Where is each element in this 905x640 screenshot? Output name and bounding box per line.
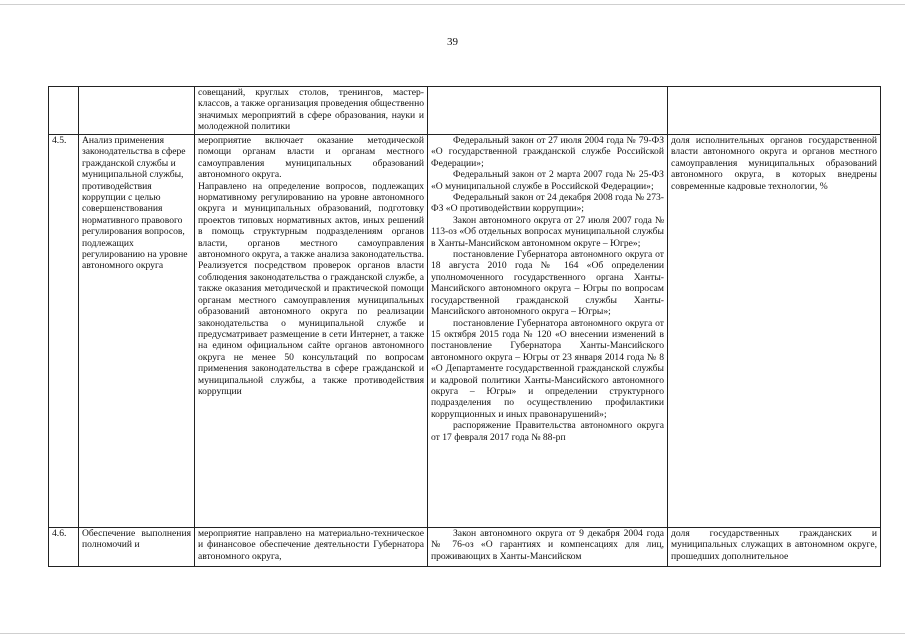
row-number-cell [49, 87, 79, 135]
measure-cell [79, 87, 195, 135]
table-row [49, 87, 881, 135]
measure-text: Обеспечение выполнения полномочий и [82, 528, 191, 551]
content-paragraph: мероприятие направлено на материально-техническое и финансовое обеспечение деятельности Губернатора автономного округа, [198, 528, 424, 562]
basis-paragraph: Закон автономного округа от 9 декабря 2004 года № 76-оз «О гарантиях и компенсациях для лиц, проживающих в Ханты-Мансийском [431, 528, 664, 562]
table-row [49, 528, 881, 567]
program-measures-table [48, 86, 881, 567]
indicator-cell: доля исполнительных органов государственной власти автономного округа и органов местного самоуправления муниципальных образований автономного округа, в которых внедрены современные кадровые технологии, % [668, 135, 881, 528]
basis-cell [428, 528, 668, 567]
scan-bottom-edge [0, 633, 905, 634]
content-paragraph: Направлено на определение вопросов, подлежащих нормативному регулированию на уровне автономного округа и муниципальных образований, подготовку проектов типовых нормативных актов, иных решений в помощь структурным подразделениям органов власти, органов местного самоуправления автономного округа, а также анализа законодательства. Реализуется посредством проверок органов власти соблюдения законодательства о гражданской службе, а также оказания методической и практической помощи органам местного самоуправления муниципальных образований автономного округа по реализации законодательства о муниципальной службе и предусматривает размещение в сети Интернет, а также на едином официальном сайте органов автономного округа не менее 50 консультаций по вопросам применения законодательства в сфере гражданской и муниципальной службы, а также противодействия коррупции [198, 180, 424, 397]
content-cell [195, 135, 428, 528]
indicator-cell [668, 87, 881, 135]
measure-cell: Анализ применения законодательства в сфере гражданской службы и муниципальной службы, противодействия коррупции с целью совершенствования нормативного правового регулирования вопросов, подлежащих регулированию на уровне автономного округа [79, 135, 195, 528]
content-cell [195, 528, 428, 567]
content-paragraph: совещаний, круглых столов, тренингов, мастер-классов, а также организация проведения общественно значимых мероприятий в сфере образования, науки и молодежной политики [198, 87, 424, 133]
content-cell [195, 87, 428, 135]
row-number-cell [49, 528, 79, 567]
table-row [49, 135, 881, 528]
indicator-cell [668, 528, 881, 567]
page-number: 39 [447, 36, 458, 48]
indicator-text: доля государственных гражданских и муниципальных служащих в автономном округе, прошедших дополнительное [671, 528, 877, 562]
basis-cell [428, 87, 668, 135]
measure-cell [79, 528, 195, 567]
basis-paragraph: постановление Губернатора автономного округа от 15 октября 2015 года № 120 «О внесении изменений в постановление Губернатора Ханты-Мансийского автономного округа – Югры от 23 января 2014 года № 8 «О Департаменте государственной гражданской службы и кадровой политики Ханты-Мансийского автономного округа – Югры» и определении структурного подразделения по осуществлению профилактики коррупционных и иных правонарушений»; [431, 317, 664, 420]
row-number-cell: 4.5. [49, 135, 79, 528]
basis-cell [428, 135, 668, 528]
content-paragraph: мероприятие включает оказание методической помощи органам власти и органам местного самоуправления муниципальных образований автономного округа. [198, 135, 424, 181]
basis-paragraph: Федеральный закон от 27 июля 2004 года № 79-ФЗ «О государственной гражданской службе Российской Федерации»; [431, 135, 664, 169]
basis-paragraph: Федеральный закон от 24 декабря 2008 года № 273-ФЗ «О противодействии коррупции»; [431, 192, 664, 215]
basis-paragraph: Закон автономного округа от 27 июля 2007 года № 113-оз «Об отдельных вопросах муниципальной службы в Ханты-Мансийском автономном округе – Югре»; [431, 214, 664, 249]
basis-paragraph: распоряжение Правительства автономного округа от 17 февраля 2017 года № 88-рп [431, 420, 664, 443]
scan-top-edge [0, 4, 905, 5]
basis-paragraph: постановление Губернатора автономного округа от 18 августа 2010 года № 164 «Об определении уполномоченного государственного органа Ханты-Мансийского автономного округа – Югры по вопросам государственной гражданской службы Ханты-Мансийского автономного округа – Югры»; [431, 249, 664, 318]
basis-paragraph: Федеральный закон от 2 марта 2007 года № 25-ФЗ «О муниципальной службе в Российской Федерации»; [431, 169, 664, 192]
row-number-text: 4.6. [52, 528, 67, 539]
